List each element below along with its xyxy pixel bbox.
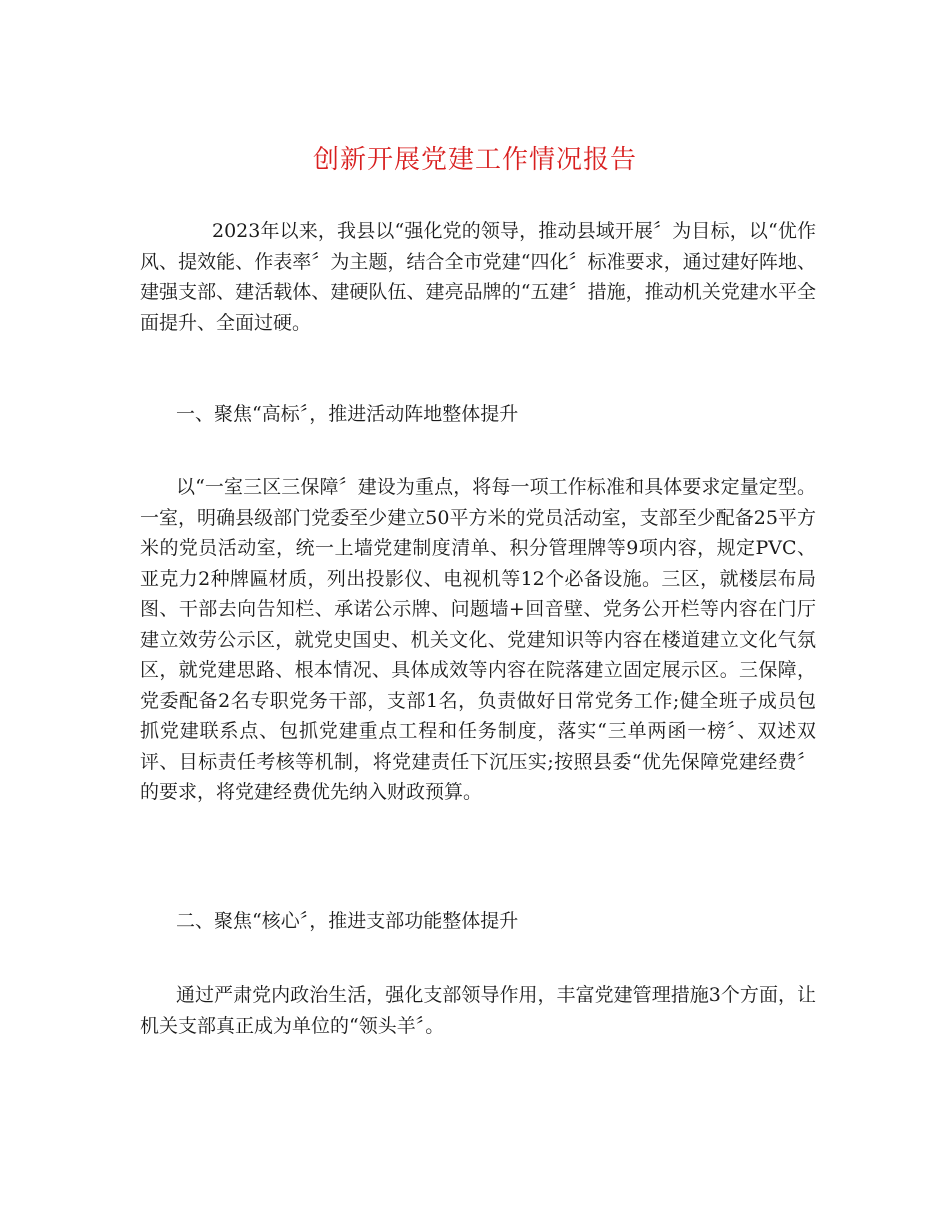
- section-1-body: 以“一室三区三保障〞建设为重点，将每一项工作标准和具体要求定量定型。一室，明确县级部门党委至少建立50平方米的党员活动室，支部至少配备25平方米的党员活动室，统一上墙党建制度清单、积分管理牌等9项内容，规定PVC、亚克力2种牌匾材质，列出投影仪、电视机等12个必备设施。三区，就楼层布局图、干部去向告知栏、承诺公示牌、问题墙+回音壁、党务公开栏等内容在门厅建立效劳公示区，就党史国史、机关文化、党建知识等内容在楼道建立文化气氛区，就党建思路、根本情况、具体成效等内容在院落建立固定展示区。三保障，党委配备2名专职党务干部，支部1名，负责做好日常党务工作;健全班子成员包抓党建联系点、包抓党建重点工程和任务制度，落实“三单两函一榜〞、双述双评、目标责任考核等机制，将党建责任下沉压实;按照县委“优先保障党建经费〞的要求，将党建经费优先纳入财政预算。: [140, 476, 816, 803]
- intro-paragraph: 2023年以来，我县以“强化党的领导，推动县域开展〞为目标，以“优作风、提效能、作表率〞为主题，结合全市党建“四化〞标准要求，通过建好阵地、建强支部、建活载体、建硬队伍、建亮品牌的“五建〞措施，推动机关党建水平全面提升、全面过硬。: [140, 220, 816, 334]
- document-title: 创新开展党建工作情况报告: [312, 145, 637, 175]
- section-heading-1: 一、聚焦“高标〞，推进活动阵地整体提升: [176, 403, 519, 425]
- section-2-body: 通过严肃党内政治生活，强化支部领导作用，丰富党建管理措施3个方面，让机关支部真正成为单位的“领头羊〞。: [140, 984, 816, 1037]
- section-heading-2: 二、聚焦“核心〞，推进支部功能整体提升: [176, 910, 519, 932]
